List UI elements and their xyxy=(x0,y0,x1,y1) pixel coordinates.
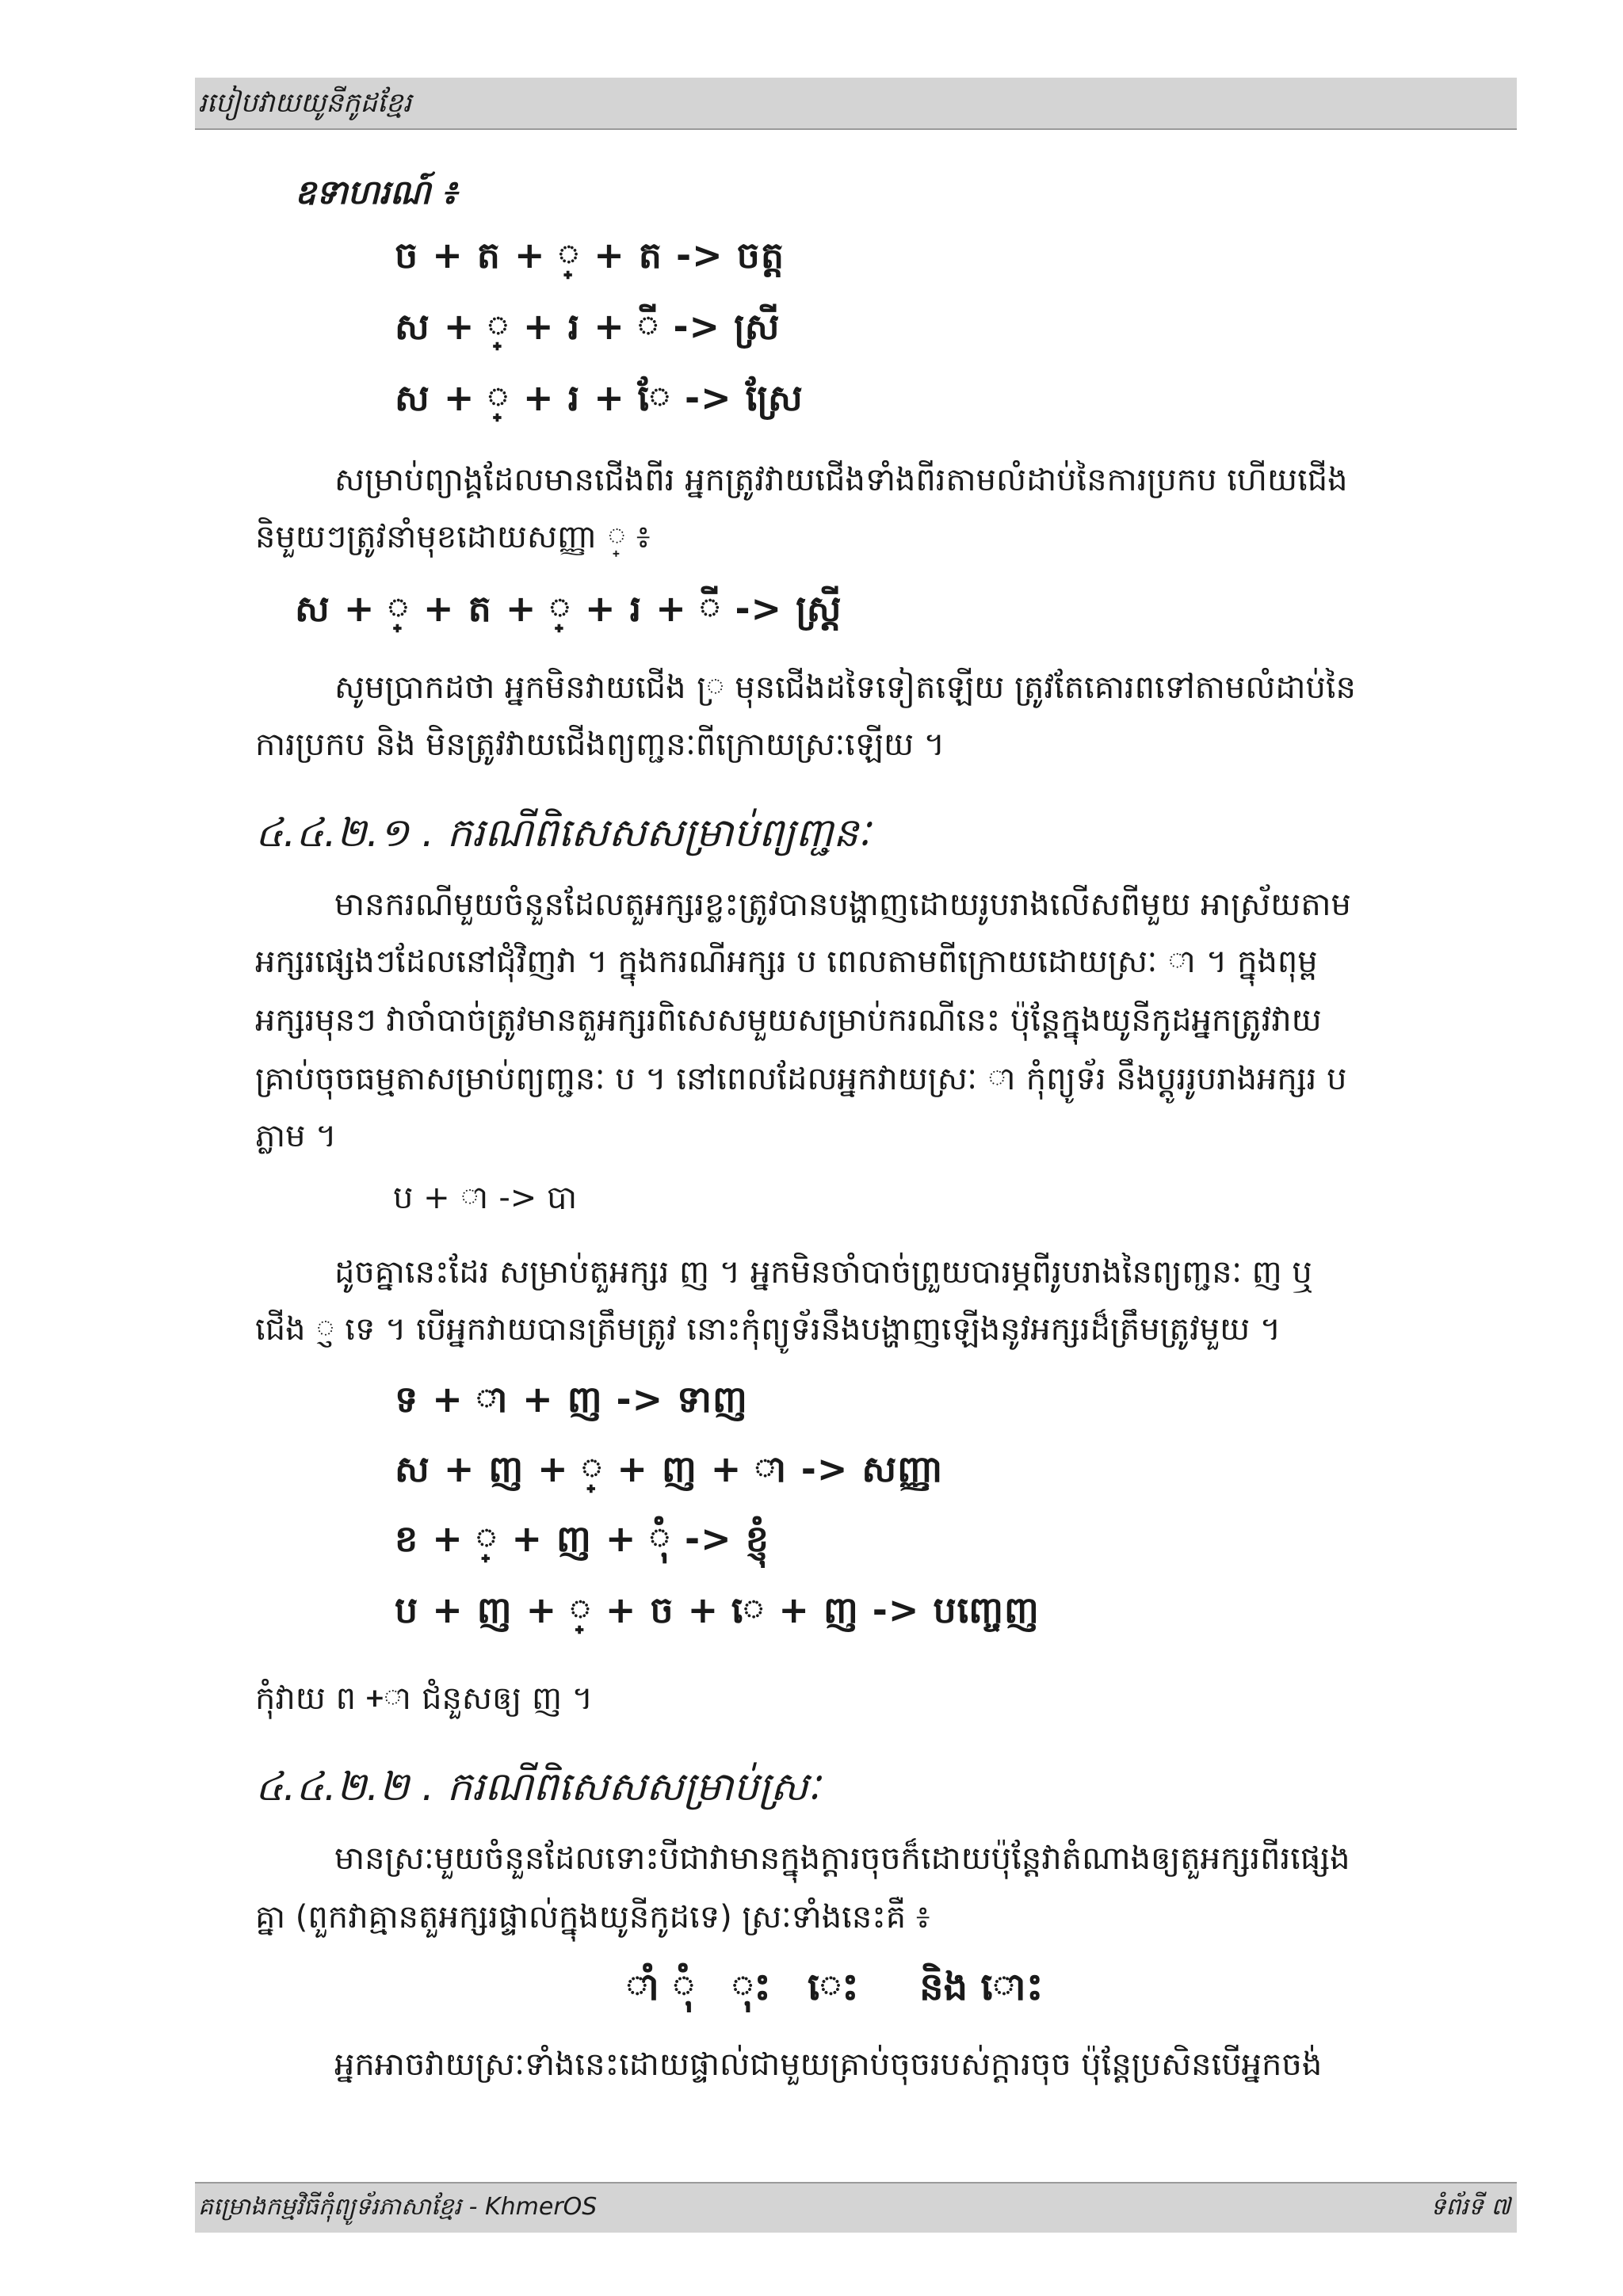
example-formula-7: ស + ញ + ្ + ញ + ា -> សញ្ញា xyxy=(395,1447,944,1490)
footer-project-title: គម្រោងកម្មវិធីកុំព្យូទ័រភាសាខ្មែរ - KhmerOS xyxy=(198,2193,598,2221)
example-formula-3: ស + ្ + រ + ែ -> ស្រែ xyxy=(395,376,804,419)
note-line: កុំវាយ ព +ា ជំនួសឲ្យ ញ ។ xyxy=(255,1680,594,1717)
paragraph-2-line-2: ការប្រកប និង មិនត្រូវវាយជើងព្យញ្ជនៈពីក្រោយស្រៈឡើយ ។ xyxy=(255,727,945,763)
running-header xyxy=(195,78,1517,130)
section-heading-2: ៤.៤.២.២ . ករណីពិសេសសម្រាប់ស្រៈ xyxy=(255,1764,820,1810)
running-footer xyxy=(195,2182,1517,2233)
paragraph-3-line-1: មានករណីមួយចំនួនដែលតួអក្សរខ្លះត្រូវបានបង្ហាញដោយរូបរាងលើសពីមួយ អាស្រ័យតាម xyxy=(334,887,1351,923)
paragraph-6-line-1: អ្នកអាចវាយស្រៈទាំងនេះដោយផ្ទាល់ជាមួយគ្រាប់ចុចរបស់ក្តារចុច ប៉ុន្តែប្រសិនបើអ្នកចង់ xyxy=(334,2046,1323,2083)
footer-page-number: ទំព័រទី ៧ xyxy=(1430,2193,1510,2221)
paragraph-2-line-1: សូមប្រាកដថា អ្នកមិនវាយជើង ្រ មុនជើងដទៃទៀតឡើយ ត្រូវតែគោរពទៅតាមលំដាប់នៃ xyxy=(334,669,1356,706)
paragraph-5-line-1: មានស្រៈមួយចំនួនដែលទោះបីជាវាមានក្នុងក្តារចុចក៏ដោយប៉ុន្តែវាតំណាងឲ្យតួអក្សរពីរផ្សេង xyxy=(334,1840,1350,1877)
example-formula-5: ប + ា -> បា xyxy=(393,1180,578,1216)
paragraph-5-line-2: គ្នា (ពួកវាគ្មានតួអក្សរផ្ទាល់ក្នុងយូនីកូដទេ) ស្រៈទាំងនេះគឺ ៖ xyxy=(255,1899,930,1936)
header-title: របៀបវាយយូនីកូដខ្មែរ xyxy=(198,87,412,119)
paragraph-3-line-3: អក្សរមុនៗ វាចាំបាច់ត្រូវមានតួអក្សរពិសេសមួយសម្រាប់ករណីនេះ ប៉ុន្តែក្នុងយូនីកូដអ្នកត្រូវវាយ xyxy=(255,1002,1322,1039)
example-formula-2: ស + ្ + រ + ី -> ស្រី xyxy=(395,305,781,348)
example-formula-4: ស + ្ + ត + ្ + រ + ី -> ស្ត្រី xyxy=(295,587,842,630)
section-heading-1: ៤.៤.២.១ . ករណីពិសេសសម្រាប់ព្យញ្ជនៈ xyxy=(255,810,871,856)
paragraph-3-line-2: អក្សរផ្សេងៗដែលនៅជុំវិញវា ។ ក្នុងករណីអក្សរ ប ពេលតាមពីក្រោយដោយស្រៈ ា ។ ក្នុងពុម្ព xyxy=(255,944,1318,980)
paragraph-4-line-2: ជើង ្ញ ទេ ។ បើអ្នកវាយបានត្រឹមត្រូវ នោះកុំព្យូទ័រនឹងបង្ហាញឡើងនូវអក្សរដ៏ត្រឹមត្រូវមួយ ។ xyxy=(255,1311,1281,1348)
paragraph-1-line-2: និមួយៗត្រូវនាំមុខដោយសញ្ញា ្ ៖ xyxy=(255,519,651,555)
paragraph-3-line-5: ភ្លាម ។ xyxy=(255,1118,337,1154)
special-vowels-list: ាំ ុំ ុះ េះ និង ោះ xyxy=(626,1965,1067,2009)
paragraph-4-line-1: ដូចគ្នានេះដែរ សម្រាប់តួអក្សរ ញ ។ អ្នកមិនចាំបាច់ព្រួយបារម្ភពីរូបរាងនៃព្យញ្ជនៈ ញ ឬ xyxy=(334,1254,1312,1291)
example-formula-1: ច + ត + ្ + ត -> ចត្ត xyxy=(395,234,785,277)
paragraph-3-line-4: គ្រាប់ចុចធម្មតាសម្រាប់ព្យញ្ជនៈ ប ។ នៅពេលដែលអ្នកវាយស្រៈ ា កុំព្យូទ័រ នឹងប្តូររូបរាងអក្សរ ប xyxy=(255,1061,1347,1097)
example-formula-9: ប + ញ + ្ + ច + េ + ញ -> បញ្ចេញ xyxy=(395,1589,1040,1631)
example-formula-6: ទ + ា + ញ -> ទាញ xyxy=(395,1378,748,1421)
example-label: ឧទាហរណ៍ ៖ xyxy=(295,173,457,212)
paragraph-1-line-1: សម្រាប់ព្យាង្គដែលមានជើងពីរ អ្នកត្រូវវាយជើងទាំងពីរតាមលំដាប់នៃការប្រកប ហើយជើង xyxy=(334,462,1348,498)
example-formula-8: ខ + ្ + ញ + ុំ -> ខ្ញុំ xyxy=(395,1517,769,1560)
